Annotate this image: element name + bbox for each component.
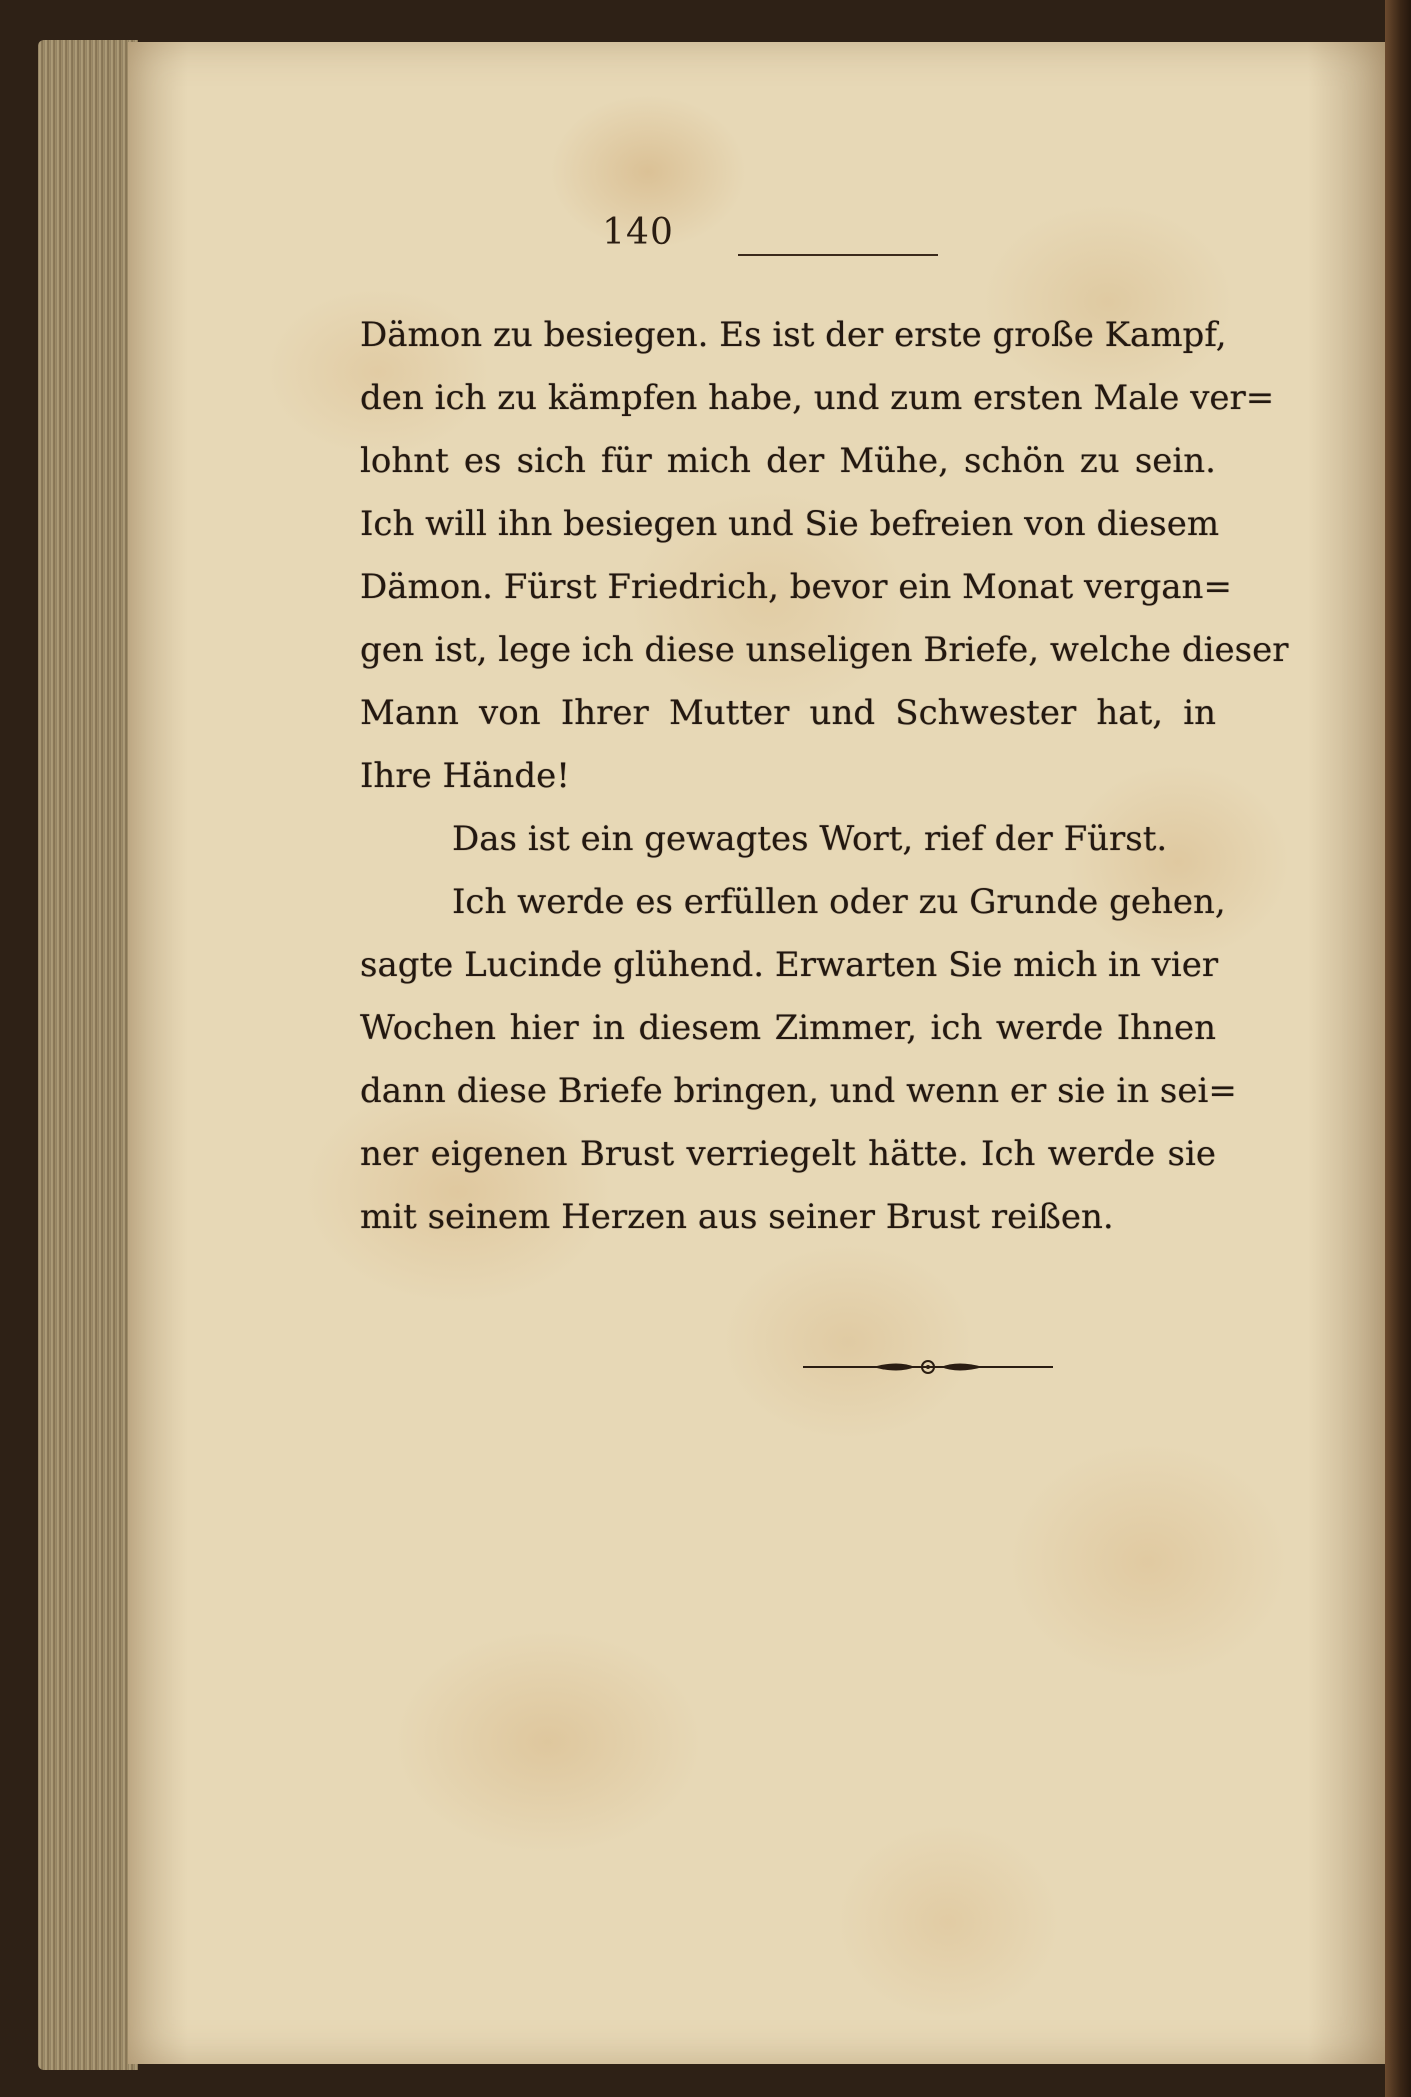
- text-line: ner eigenen Brust verriegelt hätte. Ich werde sie: [360, 1134, 1216, 1174]
- book-page: [128, 42, 1386, 2064]
- text-line: Wochen hier in diesem Zimmer, ich werde Ihnen: [360, 1008, 1216, 1048]
- text-line: Ihre Hände!: [360, 756, 570, 796]
- text-line: Ich werde es erfüllen oder zu Grunde gehen,: [452, 882, 1226, 922]
- text-line: den ich zu kämpfen habe, und zum ersten Male ver=: [360, 378, 1275, 418]
- page-block-edge: [38, 40, 138, 2070]
- ornament-divider-icon: [803, 1352, 1053, 1382]
- text-line: Das ist ein gewagtes Wort, rief der Fürst.: [452, 819, 1168, 859]
- text-line: mit seinem Herzen aus seiner Brust reißen.: [360, 1197, 1114, 1237]
- text-line: dann diese Briefe bringen, und wenn er sie in sei=: [360, 1071, 1237, 1111]
- text-line: Ich will ihn besiegen und Sie befreien von diesem: [360, 504, 1220, 544]
- page-number-rule: [738, 254, 938, 256]
- text-line: gen ist, lege ich diese unseligen Briefe, welche dieser: [360, 630, 1289, 670]
- page-number: 140: [602, 212, 674, 253]
- text-line: sagte Lucinde glühend. Erwarten Sie mich in vier: [360, 945, 1219, 985]
- book-cover-edge: [1385, 0, 1411, 2097]
- text-line: lohnt es sich für mich der Mühe, schön zu sein.: [360, 441, 1216, 481]
- text-line: Mann von Ihrer Mutter und Schwester hat, in: [360, 693, 1216, 733]
- text-line: Dämon zu besiegen. Es ist der erste große Kampf,: [360, 315, 1227, 355]
- text-line: Dämon. Fürst Friedrich, bevor ein Monat vergan=: [360, 567, 1232, 607]
- body-text: [360, 304, 1289, 1249]
